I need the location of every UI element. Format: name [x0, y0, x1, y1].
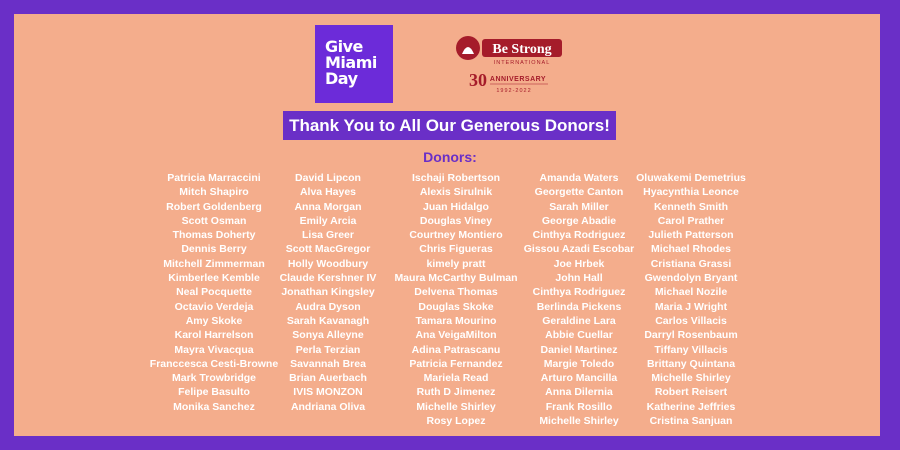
donor-name: Octavio Verdeja — [174, 300, 254, 313]
donor-name: Sarah Miller — [549, 200, 609, 213]
donor-name: Audra Dyson — [295, 300, 361, 313]
donor-name: Thomas Doherty — [172, 229, 256, 242]
thank-you-banner: Thank You to All Our Generous Donors! — [283, 111, 616, 140]
donor-name: Mitchell Zimmerman — [163, 257, 265, 270]
donor-name: Sonya Alleyne — [292, 329, 364, 342]
donor-name: Mayra Vivacqua — [174, 343, 254, 356]
donor-name: Scott MacGregor — [285, 243, 371, 256]
donor-name: Brian Auerbach — [289, 372, 367, 385]
donor-name: Perla Terzian — [295, 343, 361, 356]
donor-name: Georgette Canton — [534, 186, 624, 199]
donor-name: Mariela Read — [423, 372, 489, 385]
donor-name: Joe Hrbek — [553, 257, 605, 270]
donor-name: Michelle Shirley — [651, 372, 731, 385]
donor-name: Sarah Kavanagh — [286, 314, 370, 327]
donor-name: Anna Dilernia — [545, 386, 613, 399]
be-strong-name: Be Strong — [492, 42, 552, 57]
donor-name: David Lipcon — [295, 172, 361, 184]
donor-name: Gwendolyn Bryant — [644, 272, 738, 285]
donor-name: Gissou Azadi Escobar — [523, 243, 635, 256]
give-miami-day-logo — [315, 25, 393, 103]
donor-name: Cristiana Grassi — [650, 257, 732, 270]
donor-name: Maria J Wright — [654, 300, 728, 313]
donor-name: Patricia Marraccini — [167, 172, 261, 184]
donor-name: Patricia Fernandez — [409, 357, 503, 370]
donor-name: Holly Woodbury — [287, 257, 369, 270]
donor-name: kimely pratt — [426, 257, 486, 270]
donor-name: Arturo Mancilla — [540, 372, 618, 385]
donor-name: Kimberlee Kemble — [168, 272, 260, 285]
donor-name: Douglas Skoke — [418, 300, 494, 313]
anniversary-years: 1992-2022 — [496, 88, 532, 94]
donor-name: Amy Skoke — [185, 314, 243, 327]
be-strong-logo — [452, 34, 570, 100]
logo-word-day: Day — [325, 69, 358, 88]
donor-name: Dennis Berry — [181, 243, 247, 256]
donor-name: Mitch Shapiro — [179, 186, 249, 199]
donor-name: Daniel Martinez — [540, 343, 618, 356]
donor-name: Andriana Oliva — [290, 400, 366, 413]
donor-name: Kenneth Smith — [653, 200, 729, 213]
donor-name: Savannah Brea — [290, 357, 366, 370]
donor-name: Ana VeigaMilton — [415, 329, 497, 342]
donor-name: Neal Pocquette — [176, 286, 252, 299]
donor-name: Robert Reisert — [654, 386, 728, 399]
donor-name: Hyacynthia Leonce — [643, 186, 739, 199]
donor-name: Darryl Rosenbaum — [644, 329, 738, 342]
donor-name: George Abadie — [541, 214, 617, 227]
donor-name: Carol Prather — [657, 214, 725, 227]
donor-name: Frank Rosillo — [545, 400, 613, 413]
donor-name: Mark Trowbridge — [171, 372, 256, 385]
donor-name: Amanda Waters — [539, 172, 619, 184]
donor-name: Berlinda Pickens — [536, 300, 622, 313]
donor-name: Juan Hidalgo — [423, 200, 489, 213]
anniversary-number: 30 — [469, 70, 487, 90]
donor-name: Abbie Cuellar — [545, 329, 613, 342]
donor-name: Michelle Shirley — [539, 415, 619, 428]
donor-name: Tamara Mourino — [415, 314, 497, 327]
donor-name: John Hall — [555, 272, 603, 285]
be-strong-sub: INTERNATIONAL — [493, 60, 551, 66]
donor-name: Michael Rhodes — [651, 243, 731, 256]
donor-name: Tiffany Villacis — [654, 343, 728, 356]
donor-name: Michael Nozile — [654, 286, 728, 299]
donor-name: Cristina Sanjuan — [649, 415, 733, 428]
donor-name: Brittany Quintana — [646, 357, 736, 370]
donor-name: Geraldine Lara — [542, 314, 616, 327]
donor-name: Cinthya Rodriguez — [532, 286, 626, 299]
donor-name: Rosy Lopez — [426, 415, 486, 428]
donor-name: Julieth Patterson — [648, 229, 734, 242]
donor-name: Monika Sanchez — [173, 400, 255, 413]
donor-name: Felipe Basulto — [178, 386, 250, 399]
anniversary-label: ANNIVERSARY — [489, 76, 547, 83]
logo-word-give: Give — [325, 37, 363, 56]
donor-name: Karol Harrelson — [174, 329, 254, 342]
logo-word-miami: Miami — [325, 53, 377, 72]
donor-name: Lisa Greer — [302, 229, 354, 242]
donor-name: Robert Goldenberg — [166, 200, 262, 213]
donor-name: Cinthya Rodriguez — [532, 229, 626, 242]
donor-name: IVIS MONZON — [293, 386, 363, 399]
donor-name: Douglas Viney — [419, 214, 493, 227]
donor-name: Oluwakemi Demetrius — [636, 172, 746, 184]
donors-heading: Donors: — [423, 149, 477, 165]
donor-name: Ruth D Jimenez — [416, 386, 496, 399]
donor-name: Maura McCarthy Bulman — [394, 272, 518, 285]
donor-name: Scott Osman — [181, 214, 247, 227]
donor-name: Jonathan Kingsley — [281, 286, 375, 299]
donor-name: Ischaji Robertson — [411, 172, 501, 184]
donor-name: Emily Arcia — [299, 214, 357, 227]
donor-name: Carlos Villacis — [655, 314, 727, 327]
donor-name: Margie Toledo — [543, 357, 615, 370]
donor-name: Anna Morgan — [294, 200, 362, 213]
donor-name: Adina Patrascanu — [411, 343, 501, 356]
donor-column-5 — [616, 171, 766, 428]
donor-name: Claude Kershner IV — [279, 272, 377, 285]
donor-name: Katherine Jeffries — [646, 400, 736, 413]
donor-name: Courtney Montiero — [409, 229, 503, 242]
donor-name: Franccesca Cesti-Browne — [149, 357, 279, 370]
donor-name: Michelle Shirley — [416, 400, 496, 413]
donor-name: Chris Figueras — [419, 243, 493, 256]
donor-name: Delvena Thomas — [414, 286, 498, 299]
donor-name: Alva Hayes — [299, 186, 357, 199]
donor-name: Alexis Sirulnik — [419, 186, 493, 199]
